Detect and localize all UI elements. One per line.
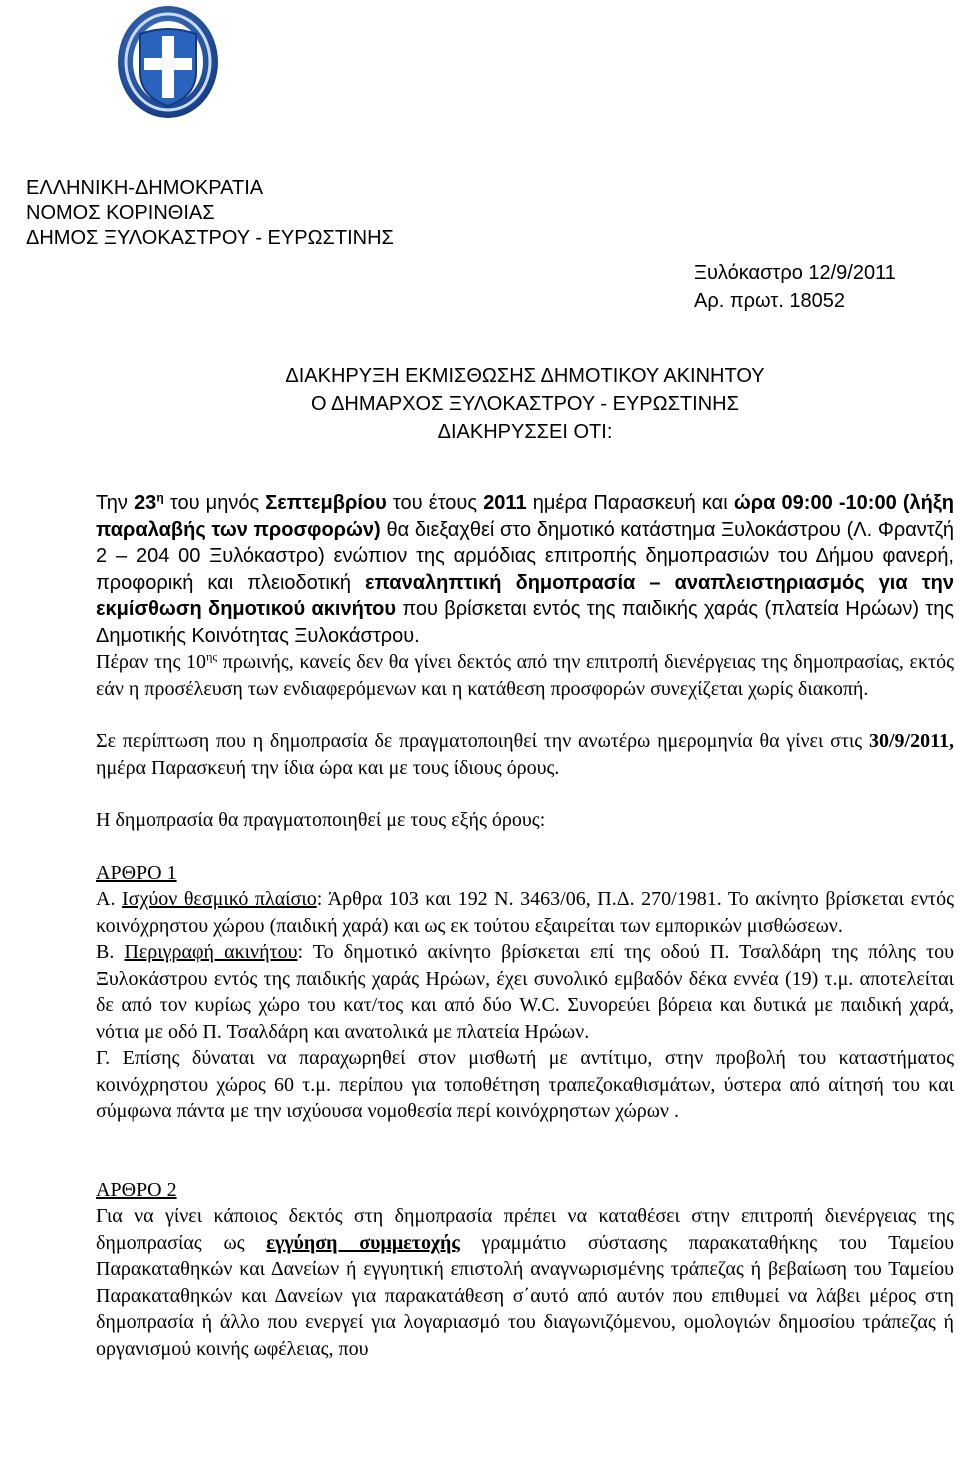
document-date: Ξυλόκαστρο 12/9/2011	[694, 262, 896, 284]
terms-intro: Η δημοπρασία θα πραγματοποιηθεί με τους εξής όρους:	[96, 809, 546, 831]
greek-emblem-icon	[116, 4, 220, 122]
municipality-line: ΔΗΜΟΣ ΞΥΛΟΚΑΣΤΡΟΥ - ΕΥΡΩΣΤΙΝΗΣ	[26, 227, 394, 249]
issuer-header	[26, 176, 394, 251]
prefecture-line: ΝΟΜΟΣ ΚΟΡΙΝΘΙΑΣ	[26, 202, 215, 224]
deadline-paragraph: Πέραν της $10^{\eta\varsigma}$ πρωινής, κανείς δεν θα γίνει δεκτός από την επιτροπή διενέργειας της δημοπρασίας, εκτός εάν η προσέλευση των ενδιαφερόμενων και η κατάθεση προσφορών συνεχίζεται χωρίς διακοπή.	[96, 649, 954, 700]
article-1-clause-b: Β. Περιγραφή ακινήτου: Το δημοτικό ακίνητο βρίσκεται επί της οδού Π. Τσαλδάρη της πόλης του Ξυλοκάστρου εντός της παιδικής χαράς Ηρώων, έχει συνολικό εμβαδόν δέκα εννέα (19) τ.μ. αποτελείται δε από τον κυρίως χώρο του κατ/τος και από δύο W.C. Συνορεύει βόρεια και δυτικά με παιδική χαρά, νότια με οδό Π. Τσαλδάρη και ανατολικά με πλατεία Ηρώων.	[96, 941, 955, 1043]
title-line-2: Ο ΔΗΜΑΡΧΟΣ ΞΥΛΟΚΑΣΤΡΟΥ - ΕΥΡΩΣΤΙΝΗΣ	[311, 393, 739, 415]
title-line-1: ΔΙΑΚΗΡΥΞΗ ΕΚΜΙΣΘΩΣΗΣ ΔΗΜΟΤΙΚΟΥ ΑΚΙΝΗΤΟΥ	[285, 365, 765, 387]
article-1-clause-a: Α. Ισχύον θεσμικό πλαίσιο: Άρθρα 103 και 192 Ν. 3463/06, Π.Δ. 270/1981. Το ακίνητο βρίσκεται εντός κοινόχρηστου χώρου (παιδική χαρά) και ως εκ τούτου εξαιρείται των εμπορικών μισθώσεων.	[96, 888, 954, 937]
protocol-number: Αρ. πρωτ. 18052	[694, 290, 845, 312]
article-1-heading: ΑΡΘΡΟ 1	[96, 861, 177, 884]
document-body	[96, 490, 954, 1362]
auction-paragraph: Την $23^\eta$ του μηνός Σεπτεμβρίου του έτους 2011 ημέρα Παρασκευή και ώρα 09:00 -10:00 (λήξη παραλαβής των προσφορών) θα διεξαχθεί στο δημοτικό κατάστημα Ξυλοκάστρου (Λ. Φραντζή 2 – 204 00 Ξυλόκαστρο) ενώπιον της αρμόδιας επιτροπής δημοπρασιών του Δήμου φανερή, προφορική και πλειοδοτική επαναληπτική δημοπρασία – αναπλειστηριασμός για την εκμίσθωση δημοτικού ακινήτου που βρίσκεται εντός της παιδικής χαράς (πλατεία Ηρώων) της Δημοτικής Κοινότητας Ξυλοκάστρου.	[96, 490, 954, 647]
title-line-3: ΔΙΑΚΗΡΥΣΣΕΙ ΟΤΙ:	[437, 421, 613, 443]
country-line: ΕΛΛΗΝΙΚΗ-ΔΗΜΟΚΡΑΤΙΑ	[26, 177, 264, 199]
repeat-date-paragraph: Σε περίπτωση που η δημοπρασία δε πραγματοποιηθεί την ανωτέρω ημερομηνία θα γίνει στις 30/9/2011, ημέρα Παρασκευή την ίδια ώρα και με τους ίδιους όρους.	[96, 730, 954, 779]
article-1-clause-c: Γ. Επίσης δύναται να παραχωρηθεί στον μισθωτή με αντίτιμο, στην προβολή του καταστήματος κοινόχρηστου χώρος 60 τ.μ. περίπου για τοποθέτηση τραπεζοκαθισμάτων, ύστερα από αίτησή του και σύμφωνα πάντα με την ισχύουσα νομοθεσία περί κοινόχρηστων χώρων .	[96, 1047, 954, 1122]
article-2-text: Για να γίνει κάποιος δεκτός στη δημοπρασία πρέπει να καταθέσει στην επιτροπή διενέργειας της δημοπρασίας ως εγγύηση συμμετοχής γραμμάτιο σύστασης παρακαταθήκης του Ταμείου Παρακαταθηκών και Δανείων ή εγγυητική επιστολή αναγνωρισμένης τράπεζας ή βεβαίωση του Ταμείου Παρακαταθηκών και Δανείων για παρακατάθεση σ΄αυτό από αυτόν που επιθυμεί να λάβει μέρος στη δημοπρασία ή άλλο που ενεργεί για λογαριασμό του διαγωνιζόμενου, ομολογιών δημοσίου τράπεζας ή οργανισμού κοινής ωφέλειας, που	[96, 1205, 954, 1360]
article-2-heading: ΑΡΘΡΟ 2	[96, 1178, 177, 1201]
document-title	[0, 362, 960, 446]
date-protocol-block	[694, 259, 896, 315]
